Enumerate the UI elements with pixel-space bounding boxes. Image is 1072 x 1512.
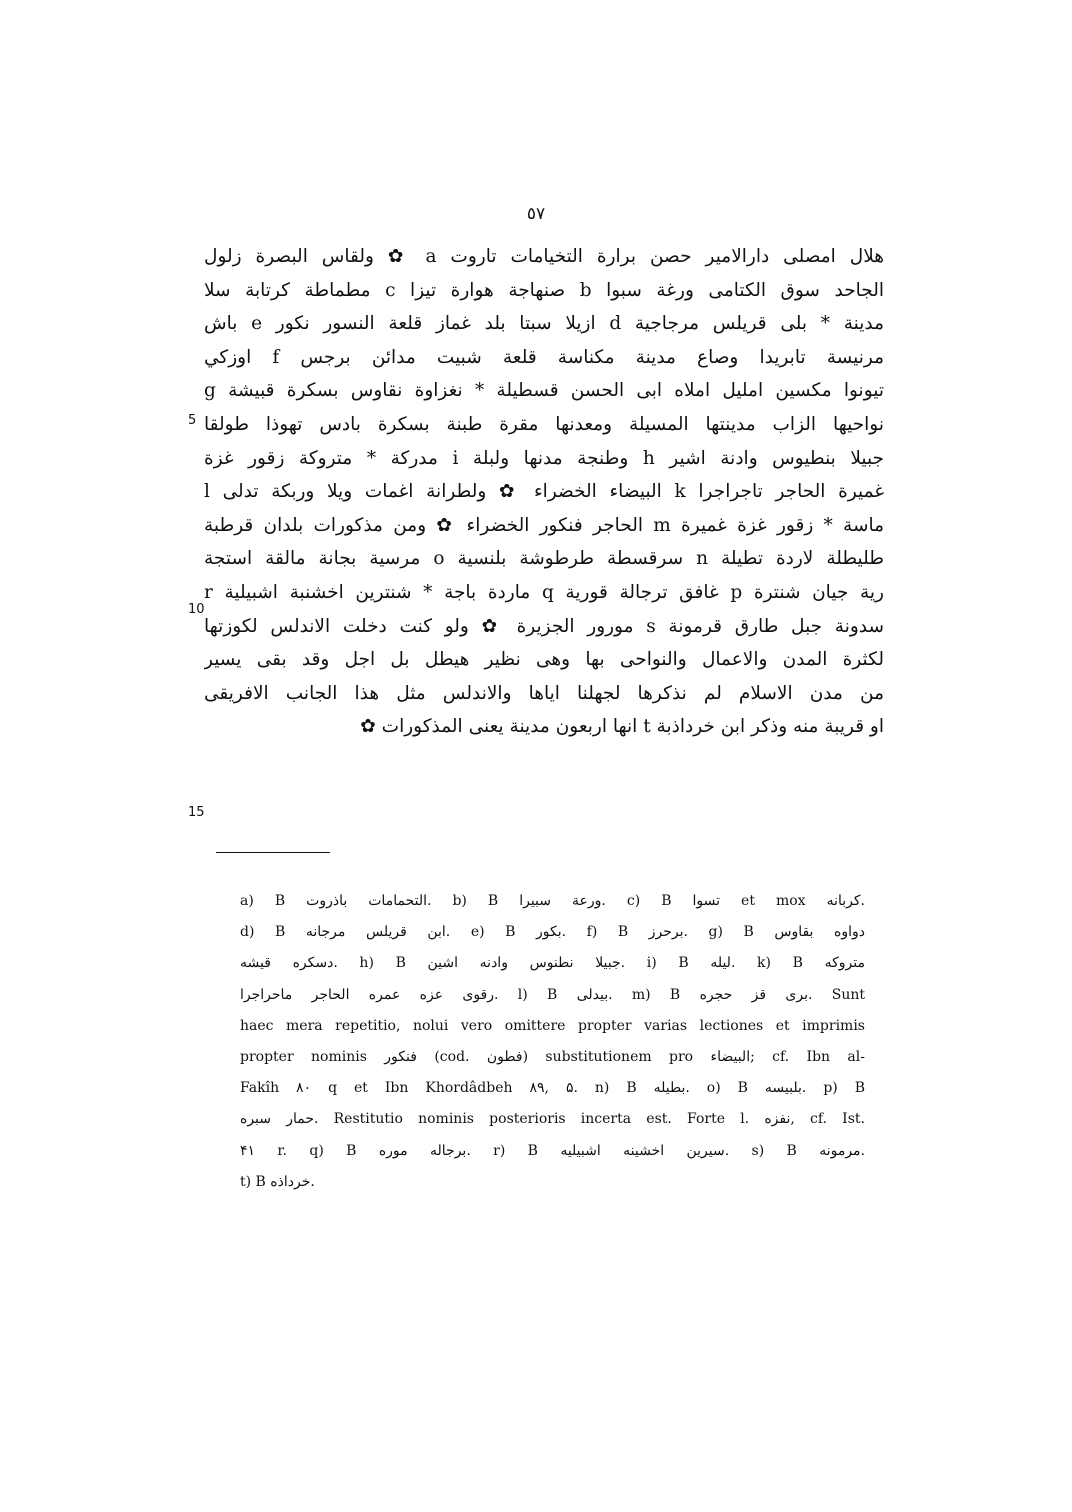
text-line: طليطلة لاردة تطيلة n سرقسطة طرطوشة بلنسية o مرسية بجانة مالقة استجة [204,548,884,570]
text-line: تيونوا مكسين امليل املاه ابى الحسن قسطيلة * نغزاوة نقاوس بسكرة قبيشة g [204,380,884,402]
footnote-line: حمار سبره. Restitutio nominis posterioris incerta est. Forte l. نفزه, cf. Ist. [240,1111,865,1128]
text-line: هلال امصلى دارالامير حصن برارة التخيامات تاروت a ✿ ولقاس البصرة زلول [204,246,884,267]
footnote-line: t) B خرداذه. [240,1173,315,1190]
footnote-line: propter nominis فنكور (cod. فطون) substitutionem pro البيضاء; cf. Ibn al- [240,1048,865,1065]
text-line: نواحيها الزاب مدينتها المسيلة ومعدنها مقرة طبنة بسكرة بادس تهوذا طولقا [204,413,884,435]
text-line: رية جيان شنترة p غافق ترجالة قورية q ماردة باجة * شنترين اخشنبة اشبيلية r [204,581,884,603]
footnote-line: a) B التحمامات باذروت. b) B ورعة سبيرا. c) B تسوا et mox كربانه. [240,893,865,909]
text-line: الجاحد سوق الكتامى ورغة سبوا b صنهاجة هوارة تيزا c مطماطة كرتابة سلا [204,279,884,301]
line-number: 15 [188,805,205,820]
text-line: جبيلا بنطيوس وادنة اشير h وطنجة مدنها ولبلة i مدركة * متروكة زقور غزة [204,447,884,469]
footnote-line: d) B ابن قريلس مرجانه. e) B بكور. f) B برحرز. g) B دواوه بقاوس [240,924,865,941]
footnote-line: رقوى عزه عمره الحاجر ماحراجرا. l) B بيدلى. m) B برى قز حجره. Sunt [240,986,865,1003]
footnote-line: haec mera repetitio, nolui vero omittere propter varias lectiones et imprimis [240,1017,865,1034]
text-line: سدونة جبل طارق قرمونة s مورور الجزيرة ✿ ولو كنت دخلت الاندلس لكوزتها [204,615,884,637]
footnote-line: Fakîh ۸۰ q et Ibn Khordâdbeh ۸۹, ۵. n) B بطيله. o) B بلبيسه. p) B [240,1080,865,1097]
page-number: ٥٧ [526,204,546,224]
text-line: او قريبة منه وذكر ابن خرداذبة t انها اربعون مدينة يعنى المذكورات ✿ [360,716,884,738]
footnote-separator [216,852,330,853]
text-line: غميرة الحاجر تاجراجرا k البيضاء الخضراء ✿ ولطرانة اغمات ويلا وربكة تدلى l [204,481,884,503]
text-line: مدينة * بلى قريلس مرجاجية d ازيلا سبتا بلد غماز قلعة النسور نكور e باش [204,313,884,335]
text-line: مرنيسة تابريدا وصاع مدينة مكناسة قلعة شبيت مدائن برجس f اوزكي [204,346,884,368]
main-text [204,240,884,744]
line-number: 5 [188,413,197,428]
footnotes [240,886,865,1198]
text-line: من مدن الاسلام لم نذكرها لجهلنا اياها والاندلس مثل هذا الجانب الافريقى [204,682,884,704]
text-line: لكثرة المدن والاعمال والنواحى بها وهى نظير هيطل بل اجل وقد بقى يسير [204,649,884,671]
text-line: ماسة * زقور غزة غميرة m الحاجر فنكور الخضراء ✿ ومن مذكورات بلدان قرطبة [204,514,884,536]
line-number: 10 [188,602,205,617]
footnote-line: دسكره قيشه. h) B جبيلا نطنوس وادنه اشين. i) B ليله. k) B متروكه [240,955,865,972]
footnote-line: ۴۱ r. q) B برجاله موره. r) B سيرين اخشينه اشبيليه. s) B مرمونه. [240,1142,865,1159]
